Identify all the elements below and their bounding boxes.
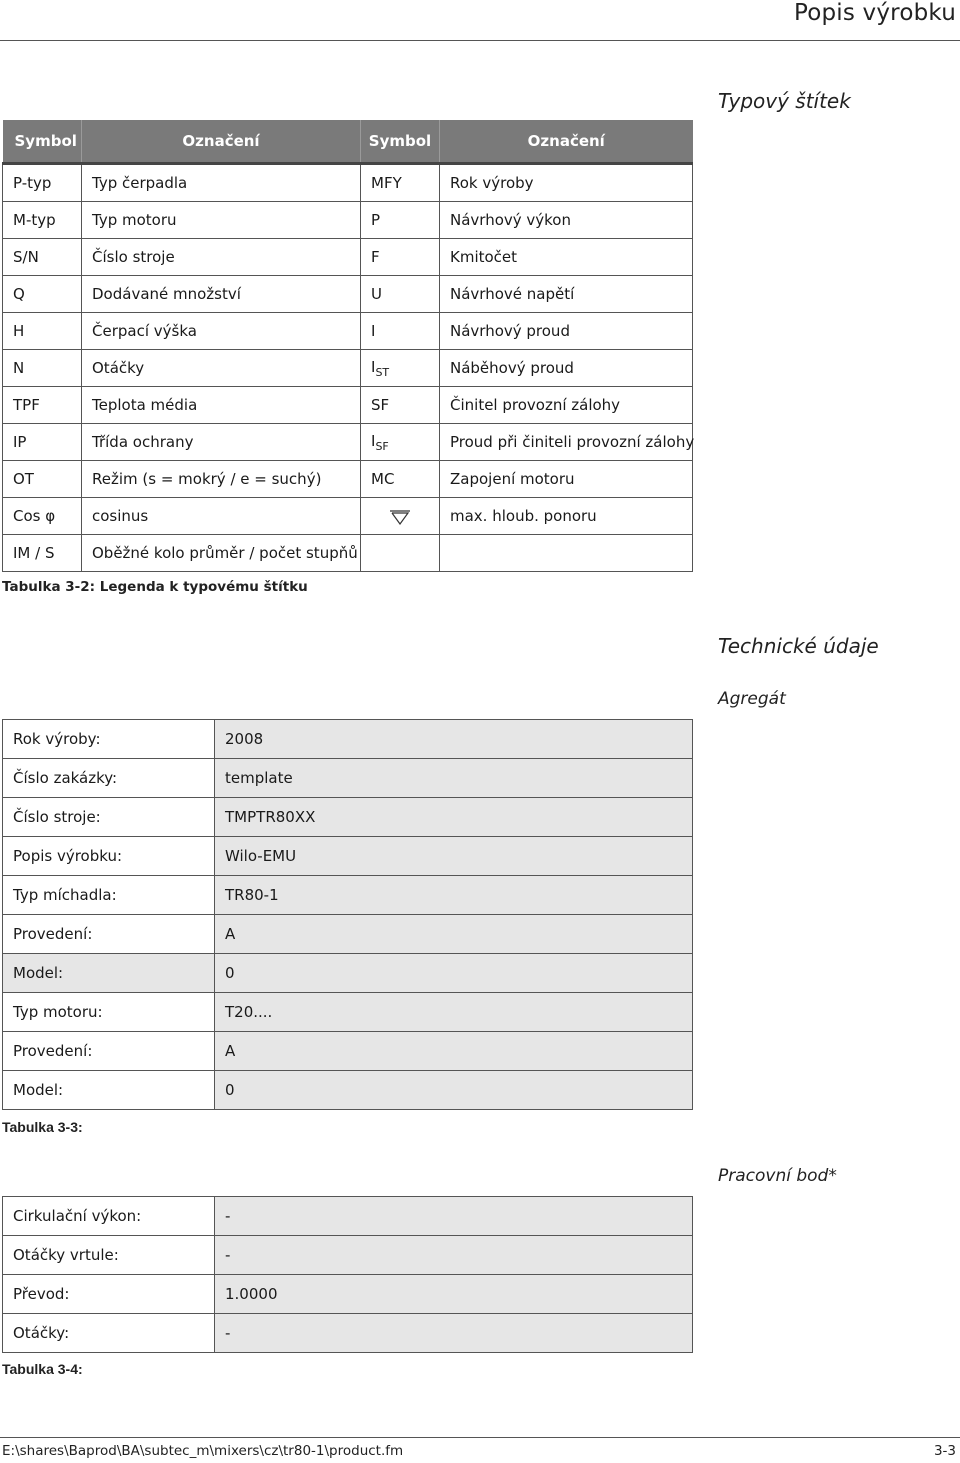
legend-description: Oběžné kolo průměr / počet stupňů — [82, 535, 361, 572]
immersion-depth-icon — [389, 509, 411, 525]
field-value: - — [215, 1197, 693, 1236]
field-label: Rok výroby: — [3, 720, 215, 759]
legend-symbol — [361, 424, 440, 461]
legend-description: Návrhový výkon — [440, 202, 693, 239]
legend-symbol: Cos φ — [3, 498, 82, 535]
field-label: Provedení: — [3, 915, 215, 954]
legend-header-symbol-1: Symbol — [3, 120, 82, 164]
field-label: Otáčky: — [3, 1314, 215, 1353]
footer-file-path: E:\shares\Baprod\BA\subtec_m\mixers\cz\tr80-1\product.fm — [2, 1443, 404, 1459]
symbol-main: I — [371, 357, 376, 376]
legend-row — [3, 535, 693, 572]
table-row — [3, 837, 693, 876]
pracovni-bod-table — [2, 1196, 693, 1353]
legend-description: Typ motoru — [82, 202, 361, 239]
table-row — [3, 915, 693, 954]
field-label: Typ míchadla: — [3, 876, 215, 915]
field-label: Převod: — [3, 1275, 215, 1314]
field-label: Cirkulační výkon: — [3, 1197, 215, 1236]
legend-description: Dodávané množství — [82, 276, 361, 313]
legend-description — [440, 535, 693, 572]
page-title: Popis výrobku — [793, 0, 956, 26]
legend-header-oznaceni-1: Označení — [82, 120, 361, 164]
field-value: A — [215, 915, 693, 954]
legend-description: Typ čerpadla — [82, 164, 361, 202]
legend-description: Otáčky — [82, 350, 361, 387]
legend-symbol: P — [361, 202, 440, 239]
section-heading-typovy-stitek: Typový štítek — [718, 89, 851, 113]
table-row — [3, 759, 693, 798]
legend-row — [3, 461, 693, 498]
legend-description: Teplota média — [82, 387, 361, 424]
legend-symbol: OT — [3, 461, 82, 498]
header-divider — [0, 40, 960, 41]
legend-description: Režim (s = mokrý / e = suchý) — [82, 461, 361, 498]
section-heading-technicke-udaje: Technické údaje — [718, 634, 879, 658]
legend-description: Návrhový proud — [440, 313, 693, 350]
field-value: 2008 — [215, 720, 693, 759]
legend-description: Činitel provozní zálohy — [440, 387, 693, 424]
legend-symbol — [361, 350, 440, 387]
legend-symbol: IM / S — [3, 535, 82, 572]
table-row — [3, 1314, 693, 1353]
table-row — [3, 720, 693, 759]
legend-symbol: U — [361, 276, 440, 313]
legend-row — [3, 350, 693, 387]
section-heading-pracovni-bod: Pracovní bod* — [718, 1166, 837, 1186]
legend-description: Rok výroby — [440, 164, 693, 202]
table-caption-3-4: Tabulka 3-4: — [2, 1361, 83, 1377]
field-value: 0 — [215, 954, 693, 993]
field-label: Model: — [3, 954, 215, 993]
legend-symbol: F — [361, 239, 440, 276]
legend-symbol: SF — [361, 387, 440, 424]
symbol-main: I — [371, 431, 376, 450]
legend-description: Proud při činiteli provozní zálohy — [440, 424, 693, 461]
section-heading-agregat: Agregát — [718, 689, 786, 709]
legend-row — [3, 387, 693, 424]
field-value: TMPTR80XX — [215, 798, 693, 837]
legend-description: Čerpací výška — [82, 313, 361, 350]
legend-symbol: IP — [3, 424, 82, 461]
legend-description: Návrhové napětí — [440, 276, 693, 313]
legend-header-row — [3, 120, 693, 164]
legend-symbol: MC — [361, 461, 440, 498]
table-row — [3, 798, 693, 837]
field-label: Provedení: — [3, 1032, 215, 1071]
field-value: - — [215, 1236, 693, 1275]
table-caption-3-2: Tabulka 3-2: Legenda k typovému štítku — [2, 579, 308, 595]
legend-row — [3, 498, 693, 535]
legend-header-symbol-2: Symbol — [361, 120, 440, 164]
table-row — [3, 1197, 693, 1236]
legend-row — [3, 164, 693, 202]
legend-symbol: I — [361, 313, 440, 350]
field-value: template — [215, 759, 693, 798]
field-value: TR80-1 — [215, 876, 693, 915]
legend-symbol: P-typ — [3, 164, 82, 202]
legend-symbol: MFY — [361, 164, 440, 202]
field-label: Číslo stroje: — [3, 798, 215, 837]
legend-symbol: TPF — [3, 387, 82, 424]
legend-symbol — [361, 498, 440, 535]
field-label: Číslo zakázky: — [3, 759, 215, 798]
field-label: Popis výrobku: — [3, 837, 215, 876]
field-value: 1.0000 — [215, 1275, 693, 1314]
legend-description: Třída ochrany — [82, 424, 361, 461]
field-label: Model: — [3, 1071, 215, 1110]
footer-divider — [0, 1437, 960, 1438]
table-row — [3, 1236, 693, 1275]
legend-description: max. hloub. ponoru — [440, 498, 693, 535]
table-row — [3, 876, 693, 915]
table-row — [3, 1032, 693, 1071]
field-value: - — [215, 1314, 693, 1353]
legend-table — [2, 120, 693, 572]
legend-symbol: S/N — [3, 239, 82, 276]
legend-row — [3, 313, 693, 350]
table-row — [3, 993, 693, 1032]
table-row — [3, 1275, 693, 1314]
table-row — [3, 954, 693, 993]
field-value: Wilo-EMU — [215, 837, 693, 876]
agregat-table — [2, 719, 693, 1110]
legend-description: Kmitočet — [440, 239, 693, 276]
symbol-subscript: SF — [375, 439, 389, 453]
field-value: T20.... — [215, 993, 693, 1032]
legend-description: Náběhový proud — [440, 350, 693, 387]
legend-symbol: N — [3, 350, 82, 387]
field-label: Typ motoru: — [3, 993, 215, 1032]
legend-symbol — [361, 535, 440, 572]
legend-symbol: Q — [3, 276, 82, 313]
field-value: 0 — [215, 1071, 693, 1110]
field-label: Otáčky vrtule: — [3, 1236, 215, 1275]
legend-header-oznaceni-2: Označení — [440, 120, 693, 164]
legend-symbol: H — [3, 313, 82, 350]
legend-row — [3, 424, 693, 461]
symbol-subscript: ST — [375, 365, 390, 379]
legend-row — [3, 276, 693, 313]
legend-symbol: M-typ — [3, 202, 82, 239]
legend-description: Číslo stroje — [82, 239, 361, 276]
legend-description: Zapojení motoru — [440, 461, 693, 498]
legend-description: cosinus — [82, 498, 361, 535]
legend-row — [3, 239, 693, 276]
page-number: 3-3 — [933, 1443, 956, 1459]
table-row — [3, 1071, 693, 1110]
field-value: A — [215, 1032, 693, 1071]
table-caption-3-3: Tabulka 3-3: — [2, 1119, 83, 1135]
legend-row — [3, 202, 693, 239]
